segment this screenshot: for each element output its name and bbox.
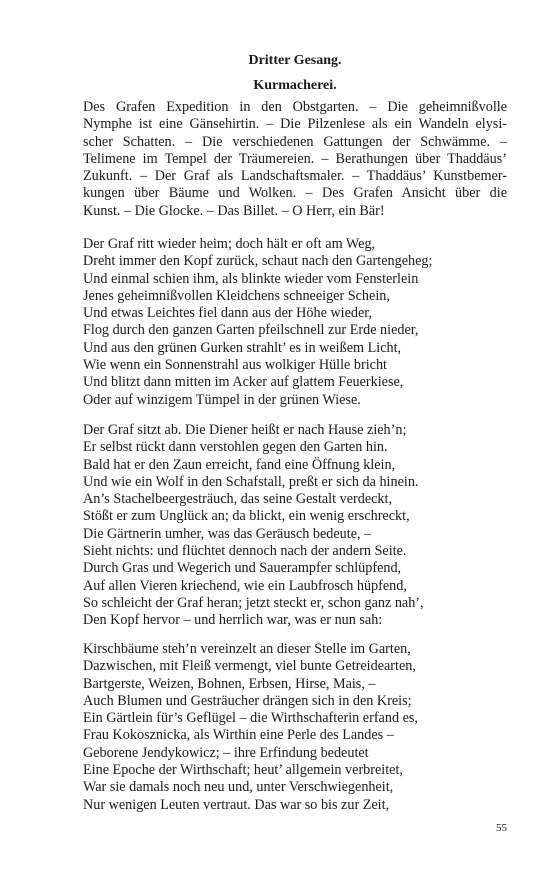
verse-line: War sie damals noch neu und, unter Verschwiegenheit, — [83, 779, 394, 796]
stanza — [83, 641, 507, 814]
verse-line: Auch Blumen und Gesträucher drängen sich in den Kreis; — [83, 692, 412, 709]
argument-line: Kunst. – Die Glocke. – Das Billet. – O Herr, ein Bär! — [83, 202, 385, 219]
verse-line: Die Gärtnerin umher, was das Geräusch bedeute, – — [83, 525, 372, 542]
verse-line: Auf allen Vieren kriechend, wie ein Laubfrosch hüpfend, — [83, 577, 407, 594]
verse-line: Sieht nichts: und flüchtet dennoch nach der andern Seite. — [83, 543, 407, 560]
verse-line: Den Kopf hervor – und herrlich war, was er nun sah: — [83, 612, 383, 629]
verse-line: Der Graf sitzt ab. Die Diener heißt er nach Hause zieh’n; — [83, 422, 407, 438]
verse-line: Jenes geheimnißvollen Kleidchens schneeiger Schein, — [83, 287, 390, 304]
verse-line: Und aus den grünen Gurken strahlt’ es in weißem Licht, — [83, 339, 402, 356]
stanza — [83, 422, 507, 630]
verse-line: Geborene Jendykowicz; – ihre Erfindung bedeutet — [83, 744, 369, 761]
page-number: 55 — [496, 822, 507, 834]
verse-line: Oder auf winzigem Tümpel in der grünen Wiese. — [83, 391, 361, 408]
chapter-title: Dritter Gesang. — [248, 53, 342, 68]
verse-line: Stößt er zum Unglück an; da blickt, ein wenig erschreckt, — [83, 508, 410, 525]
verse-line: Dreht immer den Kopf zurück, schaut nach den Gartengeheg; — [83, 253, 433, 270]
chapter-argument — [83, 99, 507, 220]
verse-line: Bald hat er den Zaun erreicht, fand eine Öffnung klein, — [83, 456, 396, 473]
verse-line: Ein Gärtlein für’s Geflügel – die Wirthschafterin erfand es, — [83, 710, 418, 727]
verse-line: Wie wenn ein Sonnenstrahl aus wolkiger Hülle bricht — [83, 357, 387, 374]
verse-line: Er selbst rückt dann verstohlen gegen den Garten hin. — [83, 439, 388, 456]
argument-line: scher Schatten. – Die verschiedenen Gattungen der Schwämme. – — [83, 133, 507, 150]
verse-line: An’s Stachelbeergesträuch, das seine Gestalt verdeckt, — [83, 491, 392, 508]
argument-line: Nymphe ist eine Gänsehirtin. – Die Pilzenlese als ein Wandeln elysi- — [83, 116, 507, 133]
verse-line: Dazwischen, mit Fleiß vermengt, viel bunte Getreidearten, — [83, 658, 416, 675]
verse-line: Und wie ein Wolf in den Schafstall, preßt er sich da hinein. — [83, 473, 419, 490]
chapter-subtitle: Kurmacherei. — [253, 78, 337, 93]
verse-line: Bartgerste, Weizen, Bohnen, Erbsen, Hirse, Mais, – — [83, 675, 376, 692]
verse-line: Und blitzt dann mitten im Acker auf glattem Feuerkiese, — [83, 374, 404, 391]
argument-line: Telimene im Tempel der Träumereien. – Berathungen über Thaddäus’ — [83, 150, 507, 167]
verse-line: Frau Kokosznicka, als Wirthin eine Perle des Landes – — [83, 727, 394, 744]
verse-line: So schleicht der Graf heran; jetzt steckt er, schon ganz nah’, — [83, 594, 424, 611]
argument-line: Zukunft. – Der Graf als Landschaftsmaler. – Thaddäus’ Kunstbemer- — [83, 168, 507, 185]
verse-line: Nur wenigen Leuten vertraut. Das war so bis zur Zeit, — [83, 796, 390, 813]
verse-line: Und etwas Leichtes fiel dann aus der Höhe wieder, — [83, 305, 372, 322]
verse-line: Und einmal schien ihm, als blinkte wieder vom Fensterlein — [83, 270, 419, 287]
verse-line: Flog durch den ganzen Garten pfeilschnell zur Erde nieder, — [83, 322, 419, 339]
verse-line: Eine Epoche der Wirthschaft; heut’ allgemein verbreitet, — [83, 762, 403, 779]
verse-line: Durch Gras und Wegerich und Sauerampfer schlüpfend, — [83, 560, 402, 577]
verse-line: Der Graf ritt wieder heim; doch hält er oft am Weg, — [83, 236, 376, 252]
stanza — [83, 236, 507, 409]
verse-line: Kirschbäume steh’n vereinzelt an dieser Stelle im Garten, — [83, 641, 411, 657]
argument-line: Des Grafen Expedition in den Obstgarten. – Die geheimnißvolle — [83, 99, 507, 115]
argument-line: kungen über Bäume und Wolken. – Des Grafen Ansicht über die — [83, 185, 507, 202]
